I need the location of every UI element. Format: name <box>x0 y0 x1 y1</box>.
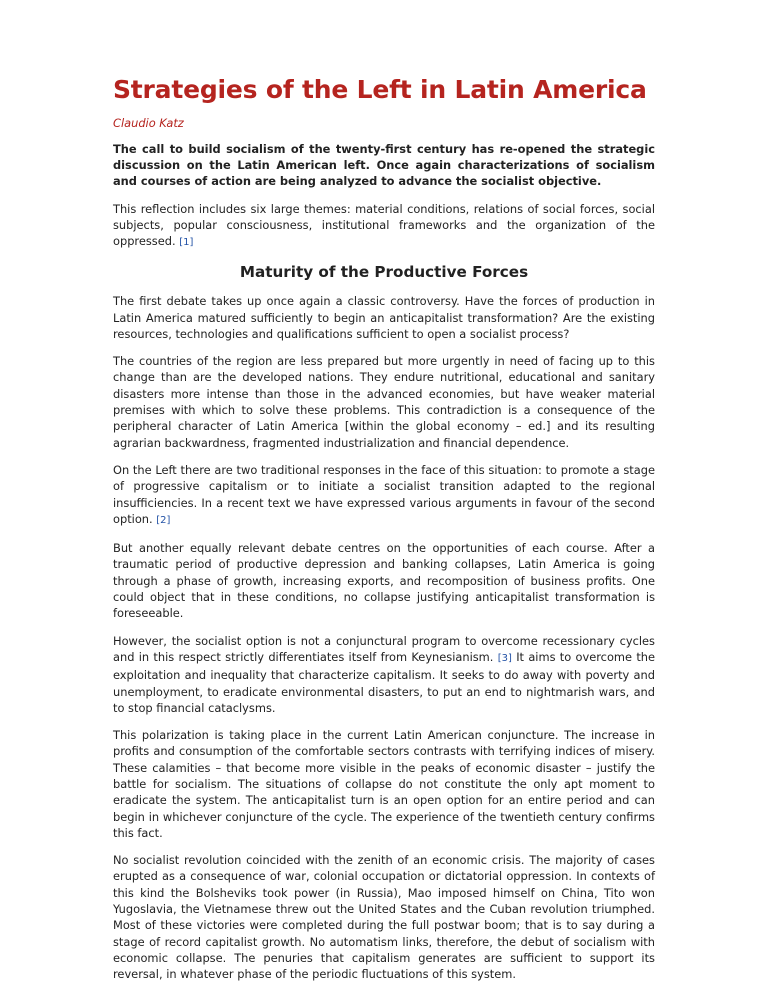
paragraph-5-text-a: However, the socialist option is not a conjunctural program to overcome recessionary cycles and in this respect strictly differentiates itself from Keynesianism. <box>113 633 655 664</box>
paragraph-7: No socialist revolution coincided with the zenith of an economic crisis. The majority of cases erupted as a consequence of war, colonial occupation or dictatorial oppression. In contexts of this kind the Bolsheviks took power (in Russia), Mao imposed himself on China, Tito won Yugoslavia, the Vietnamese threw out the United States and the Cuban revolution triumphed. Most of these victories were completed during the full postwar boom; that is to say during a stage of record capitalist growth. No automatism links, therefore, the debut of socialism with economic collapse. The penuries that capitalism generates are sufficient to support its reversal, in whatever phase of the periodic fluctuations of this system. <box>113 853 655 982</box>
lead-paragraph: The call to build socialism of the twenty-first century has re-opened the strategic discussion on the Latin American left. Once again characterizations of socialism and courses of action are being analyzed to advance the socialist objective. <box>113 141 655 189</box>
article-author: Claudio Katz <box>113 115 184 130</box>
footnote-ref-1[interactable]: [1] <box>179 237 194 249</box>
article-title: Strategies of the Left in Latin America <box>113 75 647 104</box>
paragraph-2: The countries of the region are less prepared but more urgently in need of facing up to this change than are the developed nations. They endure nutritional, educational and sanitary disasters more intense than those in the advanced economies, but have weaker material premises with which to solve these problems. This contradiction is a consequence of the peripheral character of Latin America [within the global economy – ed.] and its resulting agrarian backwardness, fragmented industrialization and financial dependence. <box>113 354 655 450</box>
paragraph-3 <box>113 462 655 529</box>
section-heading: Maturity of the Productive Forces <box>239 262 529 281</box>
paragraph-3-text: On the Left there are two traditional responses in the face of this situation: to promote a stage of progressive capitalism or to initiate a socialist transition adapted to the regional insufficiencies. In a recent text we have expressed various arguments in favour of the second option. <box>113 462 655 526</box>
paragraph-1: The first debate takes up once again a classic controversy. Have the forces of production in Latin America matured sufficiently to begin an anticapitalist transformation? Are the existing resources, technologies and qualifications sufficient to open a socialist process? <box>113 294 655 341</box>
intro-paragraph <box>113 201 655 252</box>
footnote-ref-3[interactable]: [3] <box>497 652 512 664</box>
paragraph-4: But another equally relevant debate centres on the opportunities of each course. After a traumatic period of productive depression and banking collapses, Latin America is going through a phase of growth, increasing exports, and recomposition of business profits. One could object that in these conditions, no collapse justifying anticapitalist transformation is foreseeable. <box>113 541 655 621</box>
footnote-ref-2[interactable]: [2] <box>156 514 171 526</box>
paragraph-6: This polarization is taking place in the current Latin American conjuncture. The increase in profits and consumption of the comfortable sectors contrasts with terrifying indices of misery. These calamities – that become more visible in the peaks of economic disaster – justify the battle for socialism. The situations of collapse do not constitute the only apt moment to eradicate the system. The anticapitalist turn is an open option for an entire period and can begin in whichever conjuncture of the cycle. The experience of the twentieth century confirms this fact. <box>113 728 655 840</box>
intro-text: This reflection includes six large themes: material conditions, relations of social forces, social subjects, popular consciousness, institutional frameworks and the organization of the oppressed. <box>113 201 655 249</box>
paragraph-5 <box>113 633 655 716</box>
paragraph-5-text-b: It aims to overcome the exploitation and inequality that characterize capitalism. It seeks to do away with poverty and unemployment, to eradicate environmental disasters, to put an end to nightmarish wars, and to stop financial cataclysms. <box>113 649 656 715</box>
